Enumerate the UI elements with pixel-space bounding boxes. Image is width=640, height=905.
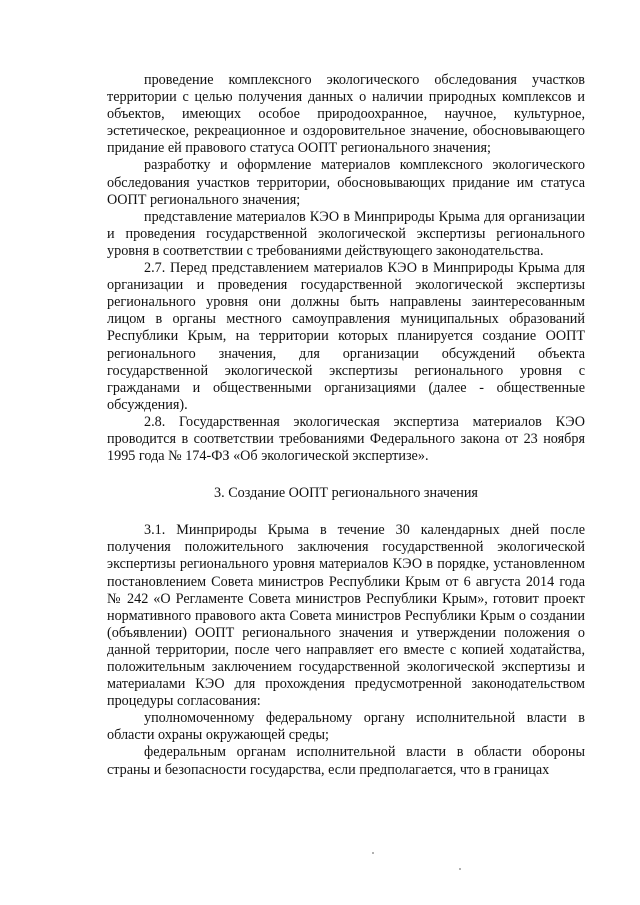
paragraph: проведение комплексного экологического обследования участков территории с целью получения данных о наличии природных комплексов и объектов, имеющих особое природоохранное, научное, культурное, эстетическое, рекреационное и оздоровительное значение, обосновывающего придание ей правового статуса ООПТ регионального значения; <box>107 72 585 157</box>
paragraph: 3.1. Минприроды Крыма в течение 30 календарных дней после получения положительного заключения государственной экологической экспертизы регионального уровня материалов КЭО в порядке, установленном постановлением Совета министров Республики Крым от 6 августа 2014 года № 242 «О Регламенте Совета министров Республики Крым», готовит проект нормативного правового акта Совета министров Республики Крым о создании (объявлении) ООПТ регионального значения и утверждении положения о данной территории, после чего направляет его вместе с копией ходатайства, положительным заключением государственной экологической экспертизы и материалами КЭО для прохождения предусмотренной законодательством процедуры согласования: <box>107 522 585 710</box>
paragraph: 2.8. Государственная экологическая экспертиза материалов КЭО проводится в соответствии требованиями Федерального закона от 23 ноября 1995 года № 174-ФЗ «Об экологической экспертизе». <box>107 413 585 465</box>
scan-speck <box>372 852 374 854</box>
section-heading: 3. Создание ООПТ регионального значения <box>214 485 478 502</box>
paragraph: 2.7. Перед представлением материалов КЭО в Минприроды Крыма для организации и проведения государственной экологической экспертизы регионального уровня они должны быть направлены заинтересованным лицом в органы местного самоуправления муниципальных образований Республики Крым, на территории которых планируется создание ООПТ регионального значения, для организации обсуждений объекта государственной экологической экспертизы регионального уровня с гражданами и общественными организациями (далее - общественные обсуждения). <box>107 260 585 413</box>
scan-speck <box>459 868 461 870</box>
document-body <box>107 72 585 779</box>
paragraph: уполномоченному федеральному органу исполнительной власти в области охраны окружающей среды; <box>107 710 585 744</box>
paragraph: федеральным органам исполнительной власти в области обороны страны и безопасности государства, если предполагается, что в границах <box>107 744 585 778</box>
paragraph: представление материалов КЭО в Минприроды Крыма для организации и проведения государственной экологической экспертизы регионального уровня в соответствии с требованиями действующего законодательства. <box>107 208 585 259</box>
paragraph: разработку и оформление материалов комплексного экологического обследования участков территории, обосновывающих придание им статуса ООПТ регионального значения; <box>107 157 585 208</box>
